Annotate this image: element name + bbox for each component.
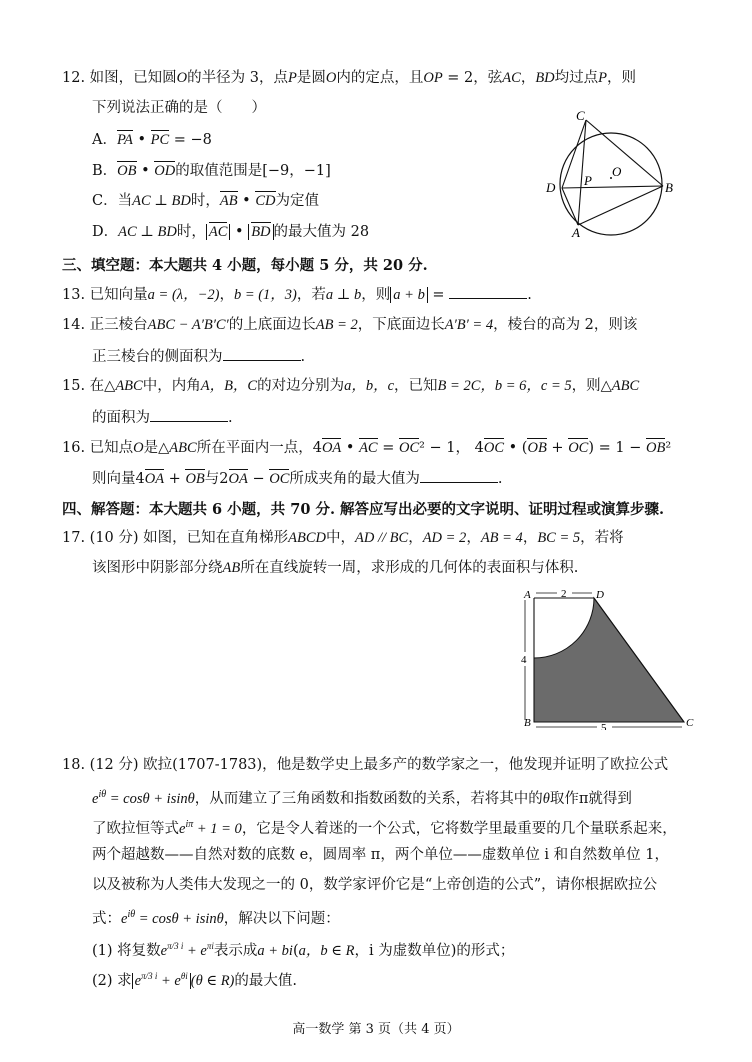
math: θ: [542, 790, 550, 807]
text: 内的定点，且: [336, 70, 424, 86]
text: 如图，已知圆: [89, 70, 177, 86]
math: AB = 2: [315, 317, 358, 333]
text: .: [527, 287, 532, 303]
math: iθ: [127, 909, 136, 920]
text: 的对边分别为: [257, 378, 345, 394]
answer-blank[interactable]: [150, 407, 228, 422]
label-c: C: [576, 108, 585, 123]
label-c: C: [686, 717, 694, 729]
vector: AC: [208, 224, 228, 240]
q17-line-2: [92, 558, 578, 578]
q12-option-c[interactable]: [92, 191, 319, 211]
text: 表示成: [213, 942, 258, 959]
section-4-heading: 四、解答题：本大题共 6 小题，共 70 分. 解答应写出必要的文字说明、证明过程或演算步骤.: [62, 501, 665, 518]
math: B = 2C，b = 6，c = 5: [437, 378, 572, 394]
label-o: O: [612, 164, 622, 179]
math: e: [92, 790, 99, 807]
q15-line-1: [62, 376, 639, 396]
math: AC ⊥ BD: [118, 224, 177, 240]
label-bottom-5: 5: [601, 722, 607, 730]
math: + 1 = 0: [193, 820, 242, 837]
label-d: D: [546, 180, 556, 195]
vector: AB: [219, 193, 238, 209]
question-number: 14.: [62, 317, 86, 333]
q12-option-a[interactable]: [92, 130, 212, 150]
math: O: [133, 440, 144, 456]
text: 时，: [190, 193, 220, 209]
math: e: [121, 910, 128, 927]
text: ，: [520, 70, 536, 86]
math: O: [176, 70, 188, 86]
math: P: [288, 70, 297, 86]
text: ，从而建立了三角函数和指数函数的关系，若将其中的: [194, 790, 543, 807]
section-3-heading: 三、填空题：本大题共 4 小题，每小题 5 分，共 20 分.: [62, 257, 428, 274]
range: [−9，−1]: [262, 163, 331, 179]
vector: OA: [228, 471, 248, 487]
math: AD // BC: [355, 530, 409, 546]
text: .: [497, 471, 503, 487]
vector: OD: [154, 163, 176, 179]
math: + e: [157, 972, 181, 989]
label-top-2: 2: [561, 588, 567, 600]
q12-line-1: [62, 68, 636, 88]
text: ，解决以下问题：: [223, 910, 340, 927]
math: BD: [535, 70, 555, 86]
math: πi: [206, 941, 214, 951]
text: ，: [522, 530, 538, 546]
text: (: [292, 942, 299, 959]
value: = −8: [169, 132, 212, 148]
q15-line-2: [92, 407, 233, 428]
text: 4: [135, 471, 145, 487]
question-number: 18.: [62, 757, 86, 773]
text: 取作: [549, 790, 579, 807]
text: 所成夹角的最大值为: [289, 471, 420, 487]
text: ，则: [571, 378, 601, 394]
text: 正三棱台: [89, 317, 148, 333]
math: △ABC: [104, 378, 143, 394]
vector: OB: [645, 440, 666, 456]
math: A，B，C: [200, 378, 258, 394]
math: ABC − A′B′C′: [147, 317, 229, 333]
vector: OA: [321, 440, 342, 456]
text: 已知点: [89, 440, 134, 456]
text: 该图形中阴影部分绕: [92, 560, 223, 576]
vector: PA: [116, 132, 133, 148]
math: a ⊥ b: [325, 287, 362, 303]
math: e: [179, 820, 186, 837]
text: = 2，弦: [442, 70, 503, 86]
text: 均过点: [554, 70, 599, 86]
text: 在: [89, 378, 105, 394]
text: 中，: [326, 530, 356, 546]
dot: •: [230, 224, 249, 240]
label-p: P: [584, 173, 592, 188]
text: 与: [204, 471, 220, 487]
math: a，b ∈ R: [298, 942, 355, 959]
text: 则向量: [92, 471, 136, 487]
math: + e: [183, 942, 207, 959]
label-b: B: [524, 717, 531, 729]
q18-part-2: [92, 966, 297, 991]
text: 为定值: [275, 193, 320, 209]
math: π/3 i: [141, 971, 158, 981]
text: 中，内角: [142, 378, 201, 394]
question-number: 16.: [62, 440, 86, 456]
q18-part-1: [92, 936, 514, 961]
math: BC = 5: [537, 530, 581, 546]
text: 的取值范围是: [175, 163, 263, 179]
text: ，则: [607, 70, 637, 86]
point-o: [610, 177, 612, 179]
label-a: A: [572, 225, 580, 238]
q18-line-6: [92, 905, 340, 929]
text: 了欧拉恒等式: [92, 820, 179, 837]
answer-blank[interactable]: [420, 468, 498, 483]
text: 所在平面内一点，: [196, 440, 313, 456]
math: △ABC: [600, 378, 640, 394]
q18-line-2: [92, 785, 632, 809]
text: .: [300, 349, 306, 365]
text: 的最大值.: [234, 972, 297, 989]
math: a + bi: [257, 942, 293, 959]
vector: PC: [150, 132, 170, 148]
vector: OA: [144, 471, 165, 487]
math: ABCD: [288, 530, 327, 546]
question-number: 12.: [62, 70, 86, 86]
dot: •: [237, 193, 256, 209]
answer-blank[interactable]: [223, 346, 301, 361]
label-b: B: [665, 180, 673, 195]
q16-line-2: 则向量4OA + OB与2OA − OC所成夹角的最大值为 .: [92, 468, 503, 489]
text: 是: [143, 440, 159, 456]
math: θi: [180, 971, 188, 981]
text: (12 分) 欧拉(1707-1783)，他是数学史上最多产的数学家之一，他发现并证明了欧拉公式: [89, 757, 669, 773]
text: ²: [665, 440, 672, 456]
dot: •: [136, 163, 155, 179]
text: ，: [466, 530, 481, 546]
text: ，: [408, 530, 423, 546]
q12-line-2: 下列说法正确的是（ ）: [92, 100, 266, 116]
math: △ABC: [158, 440, 197, 456]
math: (θ ∈ R): [190, 972, 235, 989]
dot: •: [132, 132, 151, 148]
math: e: [160, 942, 168, 959]
q18-line-5: 以及被称为人类伟大发现之一的 0，数学家评价它是“上帝创造的公式”，请你根据欧拉公: [92, 877, 658, 893]
text: 就得到: [588, 790, 632, 807]
text: 的最大值为 28: [273, 224, 370, 240]
math: e: [134, 972, 142, 989]
text: ，若: [296, 287, 326, 303]
text: 已知向量: [89, 287, 148, 303]
math: π: [578, 790, 589, 807]
vector: BD: [251, 224, 271, 240]
math: OP: [423, 70, 443, 86]
text: =: [427, 287, 450, 303]
math: AC: [502, 70, 521, 86]
text: ，: [219, 287, 234, 303]
answer-blank[interactable]: [449, 284, 527, 299]
vector: OB: [117, 163, 137, 179]
text: .: [228, 410, 233, 426]
q12-circle-figure: [538, 108, 688, 238]
question-number: 17.: [62, 530, 86, 546]
text: ，已知: [394, 378, 438, 394]
q14-line-2: [92, 346, 305, 367]
q14-line-1: [62, 315, 637, 335]
math: b = (1，3): [233, 287, 297, 303]
math: iπ: [185, 819, 194, 830]
text: ，若将: [580, 530, 624, 546]
math: A′B′ = 4: [444, 317, 494, 333]
math: = cosθ + isinθ: [106, 790, 195, 807]
vector: CD: [255, 193, 276, 209]
math: a，b，c: [344, 378, 395, 394]
text: 的半径为 3，点: [187, 70, 288, 86]
math: a = (λ，−2): [147, 287, 220, 303]
label-a: A: [524, 589, 531, 601]
math: AB: [222, 560, 241, 576]
option-label: C．当: [92, 193, 133, 209]
text: ，i 为虚数单位)的形式；: [354, 942, 515, 959]
vector: OC: [398, 440, 420, 456]
q18-line-1: [62, 755, 668, 775]
q13: [62, 284, 532, 305]
question-number: 15.: [62, 378, 86, 394]
math: P: [598, 70, 608, 86]
text: ，则: [361, 287, 391, 303]
math: iθ: [98, 789, 107, 800]
math: AD = 2: [422, 530, 467, 546]
question-number: 13.: [62, 287, 86, 303]
text: 的面积为: [92, 410, 150, 426]
shaded-region: [534, 598, 684, 722]
text: 4: [474, 440, 484, 456]
text: ² − 1，: [419, 440, 471, 456]
q12-option-d[interactable]: [92, 222, 369, 242]
text: 的上底面边长: [228, 317, 316, 333]
math: AC ⊥ BD: [132, 193, 191, 209]
vector: OC: [483, 440, 505, 456]
math: O: [325, 70, 337, 86]
page-footer: 高一数学 第 3 页（共 4 页）: [292, 1022, 460, 1037]
text: ，下底面边长: [357, 317, 445, 333]
option-label: B．: [92, 163, 118, 179]
math: π/3 i: [167, 941, 184, 951]
q17-trapezoid-figure: [512, 584, 696, 730]
label-d: D: [596, 589, 604, 601]
text: 时，: [176, 224, 206, 240]
math: AB = 4: [480, 530, 523, 546]
math: a + b: [390, 287, 428, 303]
vector: OC: [269, 471, 290, 487]
vector: OB: [527, 440, 547, 456]
option-label: A．: [92, 132, 117, 148]
text: 4: [312, 440, 322, 456]
text: ，棱台的高为 2，则该: [493, 317, 638, 333]
vector: OB: [185, 471, 205, 487]
q18-line-3: [92, 815, 677, 839]
option-label: D．: [92, 224, 119, 240]
text: 是圆: [296, 70, 326, 86]
text: 2: [219, 471, 229, 487]
text: 所在直线旋转一周，求形成的几何体的表面积与体积.: [240, 560, 579, 576]
vector: AC: [359, 440, 378, 456]
text: (2) 求: [92, 972, 132, 989]
label-left-4: 4: [521, 654, 527, 666]
text: ，它是令人着迷的一个公式，它将数学里最重要的几个量联系起来，: [241, 820, 677, 837]
q18-line-4: 两个超越数——自然对数的底数 e，圆周率 π，两个单位——虚数单位 i 和自然数单位 1，: [92, 847, 670, 863]
math: = cosθ + isinθ: [135, 910, 224, 927]
text: (10 分) 如图，已知在直角梯形: [89, 530, 289, 546]
vector: OC: [568, 440, 589, 456]
text: 正三棱台的侧面积为: [92, 349, 223, 365]
q12-option-b[interactable]: [92, 161, 331, 181]
q17-line-1: [62, 528, 624, 548]
q16-line-1: 16. 已知点O是△ABC所在平面内一点，4OA • AC = OC² − 1， 4OC • (OB + OC) = 1 − OB²: [62, 440, 672, 456]
text: (1) 将复数: [92, 942, 161, 959]
text: 式：: [92, 910, 121, 927]
